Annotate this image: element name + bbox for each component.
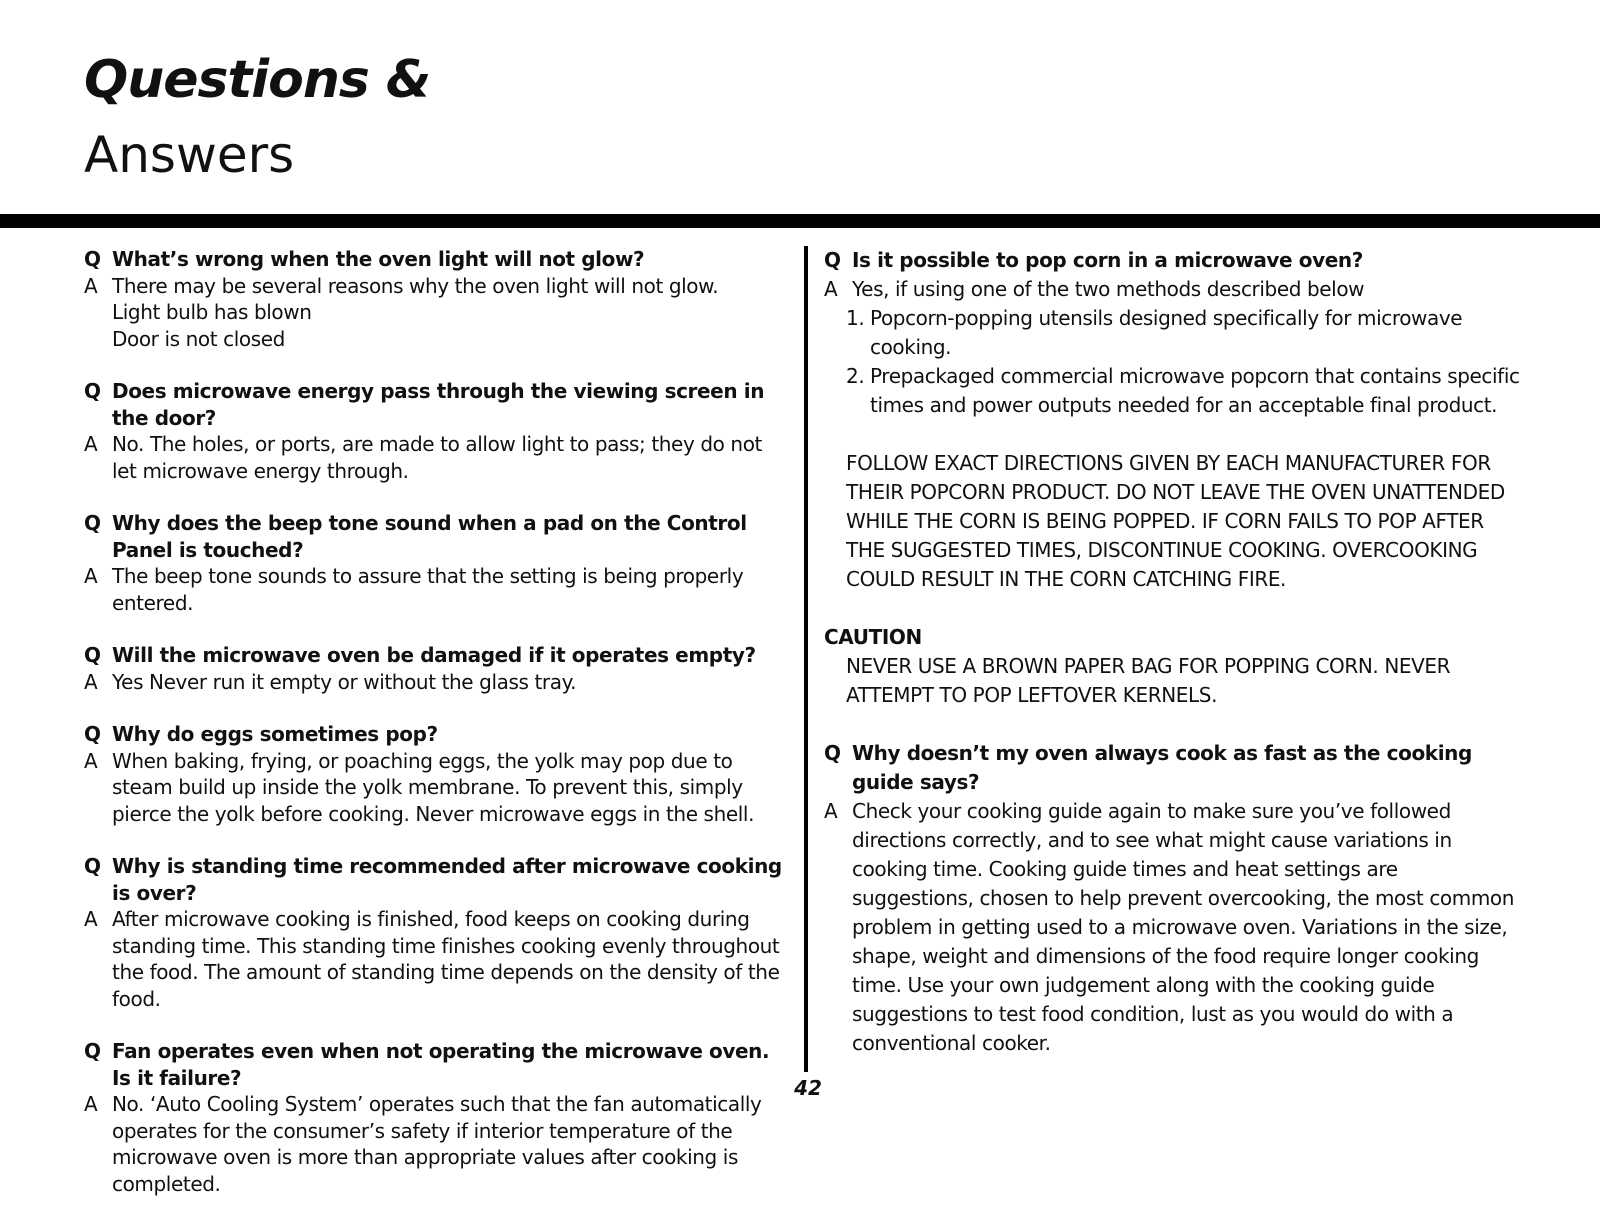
- page-title-line1: Questions &: [84, 50, 431, 110]
- answer-marker: A: [84, 1092, 98, 1116]
- question-marker: Q: [84, 643, 101, 667]
- popcorn-notice: FOLLOW EXACT DIRECTIONS GIVEN BY EACH MANUFACTURER FOR THEIR POPCORN PRODUCT. DO NOT LEAVE THE OVEN UNATTENDED WHILE THE CORN IS BEING POPPED. IF CORN FAILS TO POP AFTER THE SUGGESTED TIMES, DISCONTINUE COOKING. OVERCOOKING COULD RESULT IN THE CORN CATCHING FIRE.: [846, 451, 1505, 591]
- answer-text: Check your cooking guide again to make sure you’ve followed directions correctly, and to see what might cause variations in cooking time. Cooking guide times and heat settings are suggestions, chosen to help prevent overcooking, the most common problem in getting used to a microwave oven. Variations in the size, shape, weight and dimensions of the food require longer cooking time. Use your own judgement along with the cooking guide suggestions to test food condition, lust as you would do with a conventional cooker.: [852, 799, 1515, 1055]
- answer-marker: A: [84, 748, 98, 773]
- right-column: [824, 246, 1524, 1087]
- answer-extra-line: Door is not closed: [112, 326, 285, 351]
- answer-extra-line: Light bulb has blown: [112, 300, 312, 324]
- question-marker: Q: [824, 248, 841, 272]
- question-text: Why does the beep tone sound when a pad on the Control Panel is touched?: [112, 511, 747, 562]
- question-marker: Q: [824, 741, 841, 765]
- answer-row: [84, 563, 784, 616]
- qa-item: [84, 510, 784, 616]
- question-row: [824, 739, 1524, 797]
- answer-row: [84, 669, 784, 696]
- answer-text: Yes, if using one of the two methods described below: [852, 277, 1365, 301]
- question-row: [824, 246, 1524, 275]
- question-marker: Q: [84, 379, 101, 403]
- answer-row: [84, 1091, 784, 1197]
- caution-block: [824, 623, 1524, 710]
- caution-text: NEVER USE A BROWN PAPER BAG FOR POPPING CORN. NEVER ATTEMPT TO POP LEFTOVER KERNELS.: [846, 654, 1451, 707]
- qa-item: [84, 1038, 784, 1197]
- list-number: 1.: [846, 306, 865, 330]
- question-text: Will the microwave oven be damaged if it operates empty?: [112, 643, 756, 667]
- list-text: Prepackaged commercial microwave popcorn that contains specific times and power outputs needed for an acceptable final product.: [870, 364, 1520, 417]
- header-divider: [0, 214, 1600, 228]
- question-text: Does microwave energy pass through the viewing screen in the door?: [112, 379, 765, 430]
- question-row: [84, 378, 784, 431]
- question-marker: Q: [84, 854, 101, 878]
- question-text: Why do eggs sometimes pop?: [112, 722, 438, 746]
- question-row: [84, 642, 784, 669]
- qa-item: [84, 246, 784, 352]
- caution-heading: CAUTION: [824, 625, 922, 649]
- qa-item: [84, 642, 784, 695]
- question-text: Fan operates even when not operating the microwave oven. Is it failure?: [112, 1039, 770, 1090]
- list-item: [846, 304, 1524, 362]
- answer-row: [84, 748, 784, 828]
- answer-row: [824, 797, 1524, 1058]
- qa-item: [84, 853, 784, 1012]
- answer-text: No. ‘Auto Cooling System’ operates such that the fan automatically operates for the consumer’s safety if interior temperature of the microwave oven is more than appropriate values after cooking is completed.: [112, 1092, 762, 1196]
- question-marker: Q: [84, 247, 101, 271]
- qa-item-popcorn: [824, 246, 1524, 420]
- answer-row: [84, 431, 784, 484]
- answer-marker: A: [824, 277, 838, 301]
- answer-text: There may be several reasons why the oven light will not glow.: [112, 273, 719, 298]
- list-text: Popcorn-popping utensils designed specifically for microwave cooking.: [870, 306, 1463, 359]
- question-text: Is it possible to pop corn in a microwave oven?: [852, 248, 1363, 272]
- qa-item-cooking-guide: [824, 739, 1524, 1058]
- question-text: What’s wrong when the oven light will not glow?: [112, 247, 645, 271]
- question-row: [84, 246, 784, 273]
- question-marker: Q: [84, 1039, 101, 1063]
- page-title-line2: Answers: [84, 126, 295, 184]
- answer-marker: A: [84, 564, 98, 588]
- page-number: 42: [794, 1076, 822, 1100]
- list-item: [846, 362, 1524, 420]
- question-marker: Q: [84, 511, 101, 535]
- answer-marker: A: [824, 799, 838, 823]
- question-row: [84, 510, 784, 563]
- answer-row: [824, 275, 1524, 304]
- question-row: [84, 853, 784, 906]
- question-marker: Q: [84, 722, 101, 746]
- answer-text: When baking, frying, or poaching eggs, the yolk may pop due to steam build up inside the yolk membrane. To prevent this, simply pierce the yolk before cooking. Never microwave eggs in the shell.: [112, 748, 755, 826]
- answer-row: [84, 273, 784, 300]
- answer-text: Yes Never run it empty or without the glass tray.: [112, 669, 577, 694]
- left-column: [84, 246, 784, 1223]
- question-text: Why is standing time recommended after microwave cooking is over?: [112, 854, 782, 905]
- question-text: Why doesn’t my oven always cook as fast as the cooking guide says?: [852, 741, 1472, 794]
- answer-text: After microwave cooking is finished, food keeps on cooking during standing time. This standing time finishes cooking evenly throughout the food. The amount of standing time depends on the density of the food.: [112, 907, 780, 1011]
- answer-marker: A: [84, 273, 98, 298]
- question-row: [84, 1038, 784, 1091]
- popcorn-methods-list: [824, 304, 1524, 420]
- answer-marker: A: [84, 669, 98, 694]
- list-number: 2.: [846, 364, 865, 388]
- answer-row: [84, 906, 784, 1012]
- qa-item: [84, 378, 784, 484]
- answer-marker: A: [84, 907, 98, 931]
- question-row: [84, 721, 784, 748]
- column-divider: [804, 246, 808, 1072]
- answer-marker: A: [84, 432, 98, 456]
- qa-item: [84, 721, 784, 827]
- answer-text: No. The holes, or ports, are made to allow light to pass; they do not let microwave energy through.: [112, 432, 762, 483]
- answer-text: The beep tone sounds to assure that the setting is being properly entered.: [112, 564, 744, 615]
